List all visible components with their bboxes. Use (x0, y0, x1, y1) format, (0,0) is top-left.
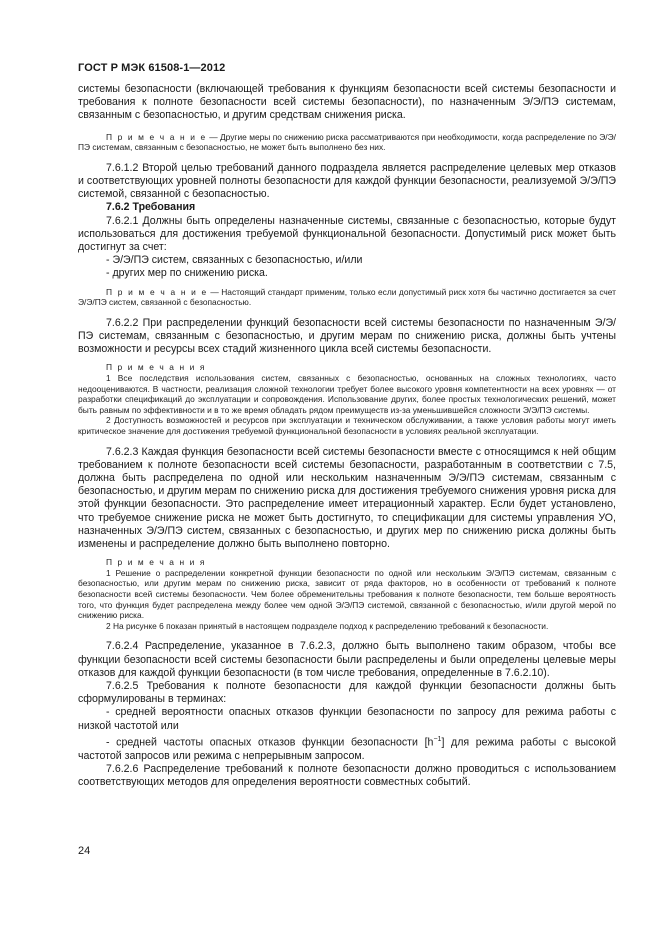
paragraph-7-6-2-1: 7.6.2.1 Должны быть определены назначенные системы, связанные с безопасностью, которые будут использоваться для достижения требуемой функциональной безопасности. Допустимый риск может быть достигнут за счет: (78, 214, 616, 254)
list-item: - средней вероятности опасных отказов функции безопасности по запросу для режима работы с низкой частотой или (78, 706, 616, 732)
paragraph-7-6-1-2: 7.6.1.2 Второй целью требований данного подраздела является распределение целевых мер отказов и соответствующих уровней полноты безопасности для каждой функции безопасности, реализуемой Э/Э/ПЭ системой, связанной с безопасностью. (78, 161, 616, 201)
note-item: 2 На рисунке 6 показан принятый в настоящем подразделе подход к распределению требований к безопасности. (106, 620, 549, 631)
notes-label: П р и м е ч а н и я (106, 557, 206, 568)
note-label: П р и м е ч а н и е (106, 286, 208, 297)
section-heading-7-6-2: 7.6.2 Требования (106, 201, 196, 214)
list-item: - других мер по снижению риска. (106, 267, 268, 280)
note-2 (78, 287, 616, 308)
note-item: 1 Все последствия использования систем, связанных с безопасностью, основанных на сложных технологиях, часто недооцениваются. В частности, реализация сложной технологии требует более высокого уровня компетентности на всех уровнях — от разработки спецификаций до эксплуатации и сопровождения. Использование других, более простых технологических решений, может быть равным по эффективности и в то же время обладать рядом преимуществ из-за уменьшившейся сложности Э/Э/ПЭ системы. (78, 373, 616, 415)
note-item: 2 Доступность возможностей и ресурсов при эксплуатации и техническом обслуживании, а также условия работы могут иметь критическое значение для достижения требуемой функциональной безопасности в условиях реальной эксплуатации. (78, 415, 616, 436)
list-text: ] для режима работы с высокой частотой запросов или режима с непрерывным запросом. (78, 736, 616, 762)
note-text: — Настоящий стандарт применим, только если допустимый риск хотя бы частично достигается за счет Э/Э/ПЭ систем, связанной с безопасностью. (78, 286, 616, 308)
note-text: — Другие меры по снижению риска рассматриваются при необходимости, когда распределение по Э/Э/ПЭ системам, связанным с безопасностью, не может быть выполнено без них. (78, 131, 616, 153)
paragraph-7-6-2-3: 7.6.2.3 Каждая функция безопасности всей системы безопасности вместе с относящимся к ней общим требованием к полноте безопасности всей системы безопасности, разработанным в соответствии с 7.5, должна быть распределена по одной или нескольким назначенным Э/Э/ПЭ системам, связанным с безопасностью, и другим мерам по снижению риска для достижения требуемого снижения уровня риска для этой функции безопасности. Это распределение имеет итерационный характер. Если будет установлено, что требуемое снижение риска не может быть достигнуто, то спецификации для системы управления УО, назначенных Э/Э/ПЭ систем, связанных с безопасностью, и других мер по снижению риска должны быть изменены и распределение должно быть выполнено повторно. (78, 445, 616, 550)
list-text: - средней частоты опасных отказов функции безопасности [h (106, 736, 434, 749)
paragraph-7-6-2-6: 7.6.2.6 Распределение требований к полноте безопасности должно проводиться с использованием соответствующих методов для определения вероятности совместных событий. (78, 762, 616, 788)
notes-label: П р и м е ч а н и я (106, 362, 206, 373)
superscript: −1 (433, 735, 442, 743)
note-label: П р и м е ч а н и е (106, 131, 207, 142)
paragraph-intro: системы безопасности (включающей требования к функциям безопасности всей системы безопасности и требования к полноте безопасности всей системы безопасности), по назначенным Э/Э/ПЭ системам, связанным с безопасностью, и другим средствам снижения риска. (78, 83, 616, 122)
list-item (78, 733, 616, 763)
paragraph-7-6-2-2: 7.6.2.2 При распределении функций безопасности всей системы безопасности по назначенным Э/Э/ПЭ системам, связанным с безопасностью, и другим мерам по снижению риска, должны быть учтены возможности и ресурсы всех стадий жизненного цикла всей системы безопасности. (78, 316, 616, 356)
note-item: 1 Решение о распределении конкретной функции безопасности по одной или нескольким Э/Э/ПЭ системам, связанным с безопасностью, или другим мерам по снижению риска, зависит от ряда факторов, но в особенности от требований к полноте безопасности всей системы безопасности. Чем более обременительны требования к полноте безопасности, тем больше вероятность того, что функция будет распределена между более чем одной Э/Э/ПЭ системой, связанной с безопасностью, и/или другой мерой по снижению риска. (78, 567, 616, 621)
document-header: ГОСТ Р МЭК 61508-1—2012 (78, 62, 226, 74)
list-item: - Э/Э/ПЭ систем, связанных с безопасностью, и/или (106, 254, 363, 267)
note-1 (78, 132, 616, 153)
page-number: 24 (78, 845, 91, 857)
paragraph-7-6-2-5: 7.6.2.5 Требования к полноте безопасности для каждой функции безопасности должны быть сформулированы в терминах: (78, 679, 616, 706)
page-body (78, 83, 616, 789)
paragraph-7-6-2-4: 7.6.2.4 Распределение, указанное в 7.6.2.3, должно быть выполнено таким образом, чтобы все функции безопасности всей системы безопасности были распределены и были определены целевые меры отказов для каждой функции безопасности (в том числе требования, определенные в 7.6.2.10). (78, 640, 616, 679)
